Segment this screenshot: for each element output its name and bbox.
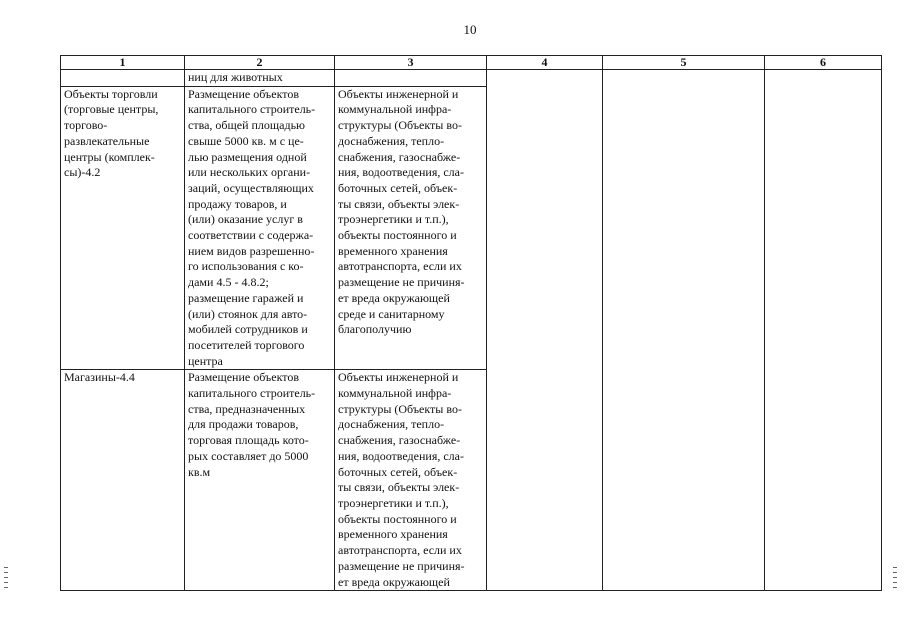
continuation-cell-3 [335, 70, 487, 87]
auxiliary-use-cell: Объекты инженерной и коммунальной инфра- структуры (Объекты во- доснабжения, тепло- снабжения, газоснабже- ния, водоотведения, сла- боточных сетей, объек- ты связи, объекты элек- троэнергетики и т.п.), объекты постоянного и временного хранения автотранспорта, если их размещение не причиня- ет вреда окружающей среде и санитарному благополучию [335, 86, 487, 370]
use-description-cell: Размещение объектов капитального строитель- ства, предназначенных для продажи товаров, торговая площадь кото- рых составляет до 5000 кв.м [185, 370, 335, 591]
column-header-6: 6 [765, 56, 882, 70]
continuation-cell-2: ниц для животных [185, 70, 335, 87]
column-header-1: 1 [61, 56, 185, 70]
column-4-cell [487, 70, 603, 591]
header-row [61, 56, 882, 70]
continuation-cell-1 [61, 70, 185, 87]
page-number: 10 [463, 22, 477, 37]
column-header-3: 3 [335, 56, 487, 70]
column-5-cell [603, 70, 765, 591]
column-header-2: 2 [185, 56, 335, 70]
auxiliary-use-cell: Объекты инженерной и коммунальной инфра- структуры (Объекты во- доснабжения, тепло- снабжения, газоснабже- ния, водоотведения, сла- боточных сетей, объек- ты связи, объекты элек- троэнергетики и т.п.), объекты постоянного и временного хранения автотранспорта, если их размещение не причиня- ет вреда окружающей [335, 370, 487, 591]
right-margin-binding-marks [893, 567, 899, 593]
left-margin-binding-marks [4, 567, 10, 593]
column-6-cell [765, 70, 882, 591]
use-description-cell: Размещение объектов капитального строитель- ства, общей площадью свыше 5000 кв. м с це- лью размещения одной или нескольких органи- заций, осуществляющих продажу товаров, и (или) оказание услуг в соответствии с содержа- нием видов разрешенно- го использования с ко- дами 4.5 - 4.8.2; размещение гаражей и (или) стоянок для авто- мобилей сотрудников и посетителей торгового центра [185, 86, 335, 370]
column-header-4: 4 [487, 56, 603, 70]
zoning-table [60, 55, 882, 591]
use-type-cell: Магазины-4.4 [61, 370, 185, 591]
continuation-row [61, 70, 882, 87]
column-header-5: 5 [603, 56, 765, 70]
use-type-cell: Объекты торговли (торговые центры, торгово- развлекательные центры (комплек- сы)-4.2 [61, 86, 185, 370]
